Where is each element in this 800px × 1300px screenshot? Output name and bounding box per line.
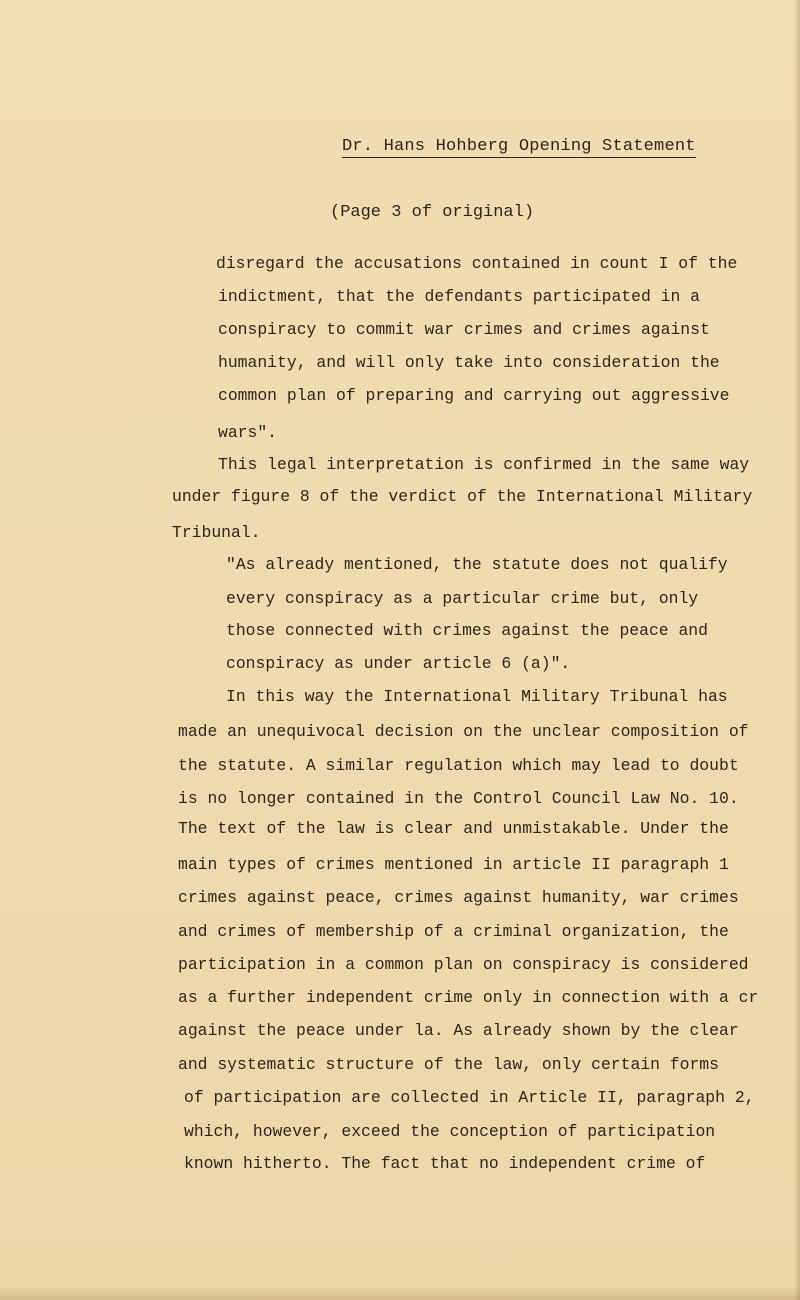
text-line: under figure 8 of the verdict of the International Military bbox=[172, 487, 753, 506]
text-line: disregard the accusations contained in count I of the bbox=[216, 254, 738, 273]
document-heading: Dr. Hans Hohberg Opening Statement bbox=[342, 137, 696, 156]
text-line: known hitherto. The fact that no independent crime of bbox=[184, 1154, 706, 1173]
text-line: The text of the law is clear and unmistakable. Under the bbox=[178, 819, 729, 838]
text-line: humanity, and will only take into consideration the bbox=[218, 353, 720, 372]
text-line: every conspiracy as a particular crime but, only bbox=[226, 589, 699, 608]
text-line: is no longer contained in the Control Council Law No. 10. bbox=[178, 789, 739, 808]
text-line: those connected with crimes against the peace and bbox=[226, 621, 708, 640]
text-line: of participation are collected in Article II, paragraph 2, bbox=[184, 1088, 755, 1107]
text-line: conspiracy to commit war crimes and crimes against bbox=[218, 320, 710, 339]
text-line: wars". bbox=[218, 423, 278, 442]
text-line: as a further independent crime only in connection with a cr bbox=[178, 988, 759, 1007]
page-edge-shadow bbox=[794, 0, 800, 1300]
text-line: which, however, exceed the conception of participation bbox=[184, 1122, 716, 1141]
text-line: and systematic structure of the law, only certain forms bbox=[178, 1055, 719, 1074]
page-note: (Page 3 of original) bbox=[330, 203, 535, 222]
text-line: the statute. A similar regulation which may lead to doubt bbox=[178, 756, 739, 775]
text-line: indictment, that the defendants participated in a bbox=[218, 287, 700, 306]
text-line: and crimes of membership of a criminal organization, the bbox=[178, 922, 729, 941]
text-line: participation in a common plan on conspiracy is considered bbox=[178, 955, 749, 974]
page-bottom-shadow bbox=[0, 1286, 800, 1300]
text-line: This legal interpretation is confirmed in the same way bbox=[218, 455, 750, 474]
text-line: conspiracy as under article 6 (a)". bbox=[226, 654, 571, 673]
text-line: main types of crimes mentioned in article II paragraph 1 bbox=[178, 855, 729, 874]
text-line: "As already mentioned, the statute does not qualify bbox=[226, 555, 728, 574]
text-line: made an unequivocal decision on the unclear composition of bbox=[178, 722, 749, 741]
text-line: Tribunal. bbox=[172, 523, 261, 542]
text-line: against the peace under la. As already shown by the clear bbox=[178, 1021, 739, 1040]
text-line: common plan of preparing and carrying out aggressive bbox=[218, 386, 730, 405]
text-line: crimes against peace, crimes against humanity, war crimes bbox=[178, 888, 739, 907]
text-line: In this way the International Military Tribunal has bbox=[226, 687, 728, 706]
